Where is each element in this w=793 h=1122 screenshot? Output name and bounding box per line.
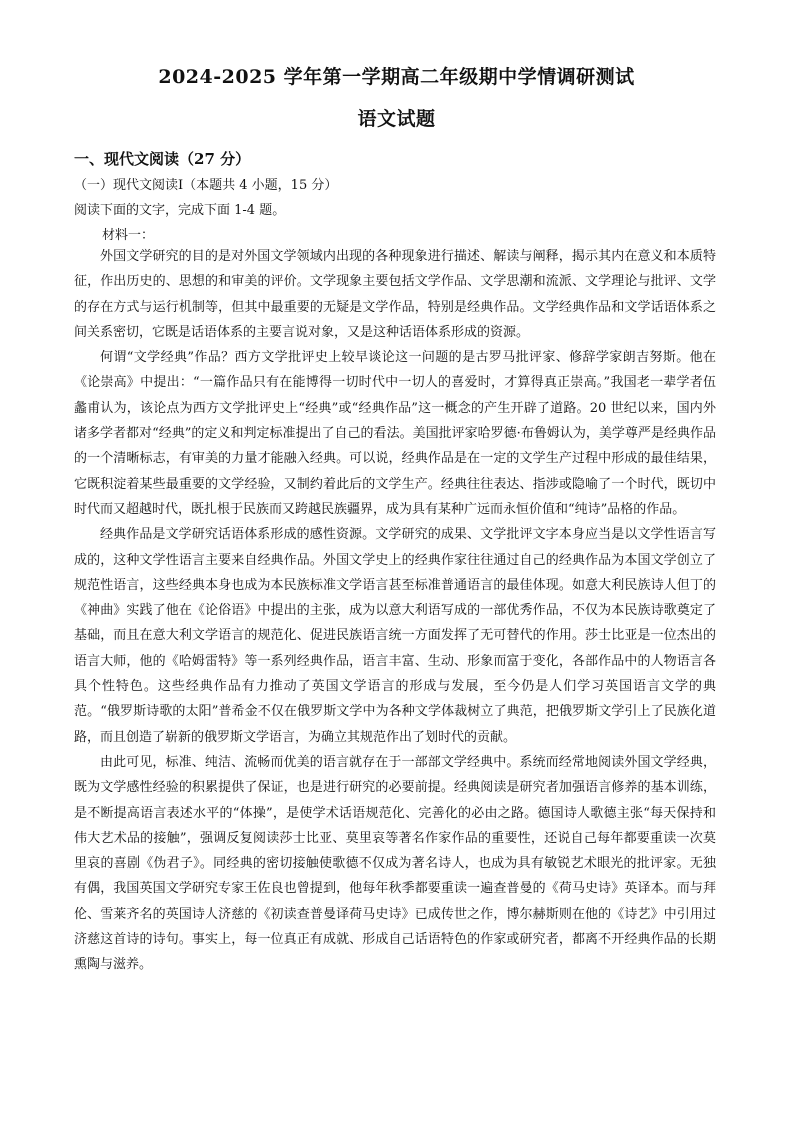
material-label: 材料一： [102,228,155,243]
reading-passage [74,244,716,978]
paragraph-4: 由此可见，标准、纯洁、流畅而优美的语言就存在于一部部文学经典中。系统而经常地阅读外国文学经典，既为文学感性经验的积累提供了保证，也是进行研究的必要前提。经典阅读是研究者加强语言修养的基本训练，是不断提高语言表述水平的“体操”，是使学术话语规范化、完善化的必由之路。德国诗人歌德主张“每天保持和伟大艺术品的接触”，强调反复阅读莎士比亚、莫里哀等著名作家作品的重要性，还说自己每年都要重读一次莫里哀的喜剧《伪君子》。同经典的密切接触使歌德不仅成为著名诗人，也成为具有敏锐艺术眼光的批评家。无独有偶，我国英国文学研究专家王佐良也曾提到，他每年秋季都要重读一遍查普曼的《荷马史诗》英译本。而与拜伦、雪莱齐名的英国诗人济慈的《初读查普曼译荷马史诗》已成传世之作，博尔赫斯则在他的《诗艺》中引用过济慈这首诗的诗句。事实上，每一位真正有成就、形成自己话语特色的作家或研究者，都离不开经典作品的长期熏陶与滋养。 [74,754,716,973]
section-subheading: （一）现代文阅读Ⅰ（本题共 4 小题，15 分） [74,178,338,193]
section-heading: 一、现代文阅读（27 分） [74,150,251,168]
paragraph-2: 何谓“文学经典”作品？西方文学批评史上较早谈论这一问题的是古罗马批评家、修辞学家朗吉努斯。他在《论崇高》中提出：“一篇作品只有在能博得一切时代中一切人的喜爱时，才算得真正崇高。”我国老一辈学者伍蠡甫认为，该论点为西方文学批评史上“经典”或“经典作品”这一概念的产生开辟了道路。20 世纪以来，国内外诸多学者都对“经典”的定义和判定标准提出了自己的看法。美国批评家哈罗德·布鲁姆认为，美学尊严是经典作品的一个清晰标志，有审美的力量才能融入经典。可以说，经典作品是在一定的文学生产过程中形成的最佳结果，它既积淀着某些最重要的文学经验，又制约着此后的文学生产。经典往往表达、指涉或隐喻了一个时代，既切中时代而又超越时代，既扎根于民族而又跨越民族疆界，成为具有某种广远而永恒价值和“纯诗”品格的作品。 [74,350,716,517]
paragraph-1: 外国文学研究的目的是对外国文学领域内出现的各种现象进行描述、解读与阐释，揭示其内在意义和本质特征，作出历史的、思想的和审美的评价。文学现象主要包括文学作品、文学思潮和流派、文学理论与批评、文学的存在方式与运行机制等，但其中最重要的无疑是文学作品，特别是经典作品。文学经典作品和文学话语体系之间关系密切，它既是话语体系的主要言说对象，又是这种话语体系形成的资源。 [74,249,716,340]
exam-title: 2024-2025 学年第一学期高二年级期中学情调研测试 [158,66,635,88]
reading-instruction: 阅读下面的文字，完成下面 1-4 题。 [74,203,286,218]
paragraph-3: 经典作品是文学研究话语体系形成的感性资源。文学研究的成果、文学批评文字本身应当是以文学性语言写成的，这种文学性语言主要来自经典作品。外国文学史上的经典作家往往通过自己的经典作品为本国文学创立了规范性语言，这些经典本身也成为本民族标准文学语言甚至标准普通语言的最佳体现。如意大利民族诗人但丁的《神曲》实践了他在《论俗语》中提出的主张，成为以意大利语写成的一部优秀作品，不仅为本民族诗歌奠定了基础，而且在意大利文学语言的规范化、促进民族语言统一方面发挥了无可替代的作用。莎士比亚是一位杰出的语言大师，他的《哈姆雷特》等一系列经典作品，语言丰富、生动、形象而富于变化，各部作品中的人物语言各具个性特色。这些经典作品有力推动了英国文学语言的形成与发展，至今仍是人们学习英国语言文学的典范。“俄罗斯诗歌的太阳”普希金不仅在俄罗斯文学中为各种文学体裁树立了典范，把俄罗斯文学引上了民族化道路，而且创造了崭新的俄罗斯文学语言，为确立其规范作出了划时代的贡献。 [74,527,716,745]
exam-subtitle: 语文试题 [357,108,436,130]
